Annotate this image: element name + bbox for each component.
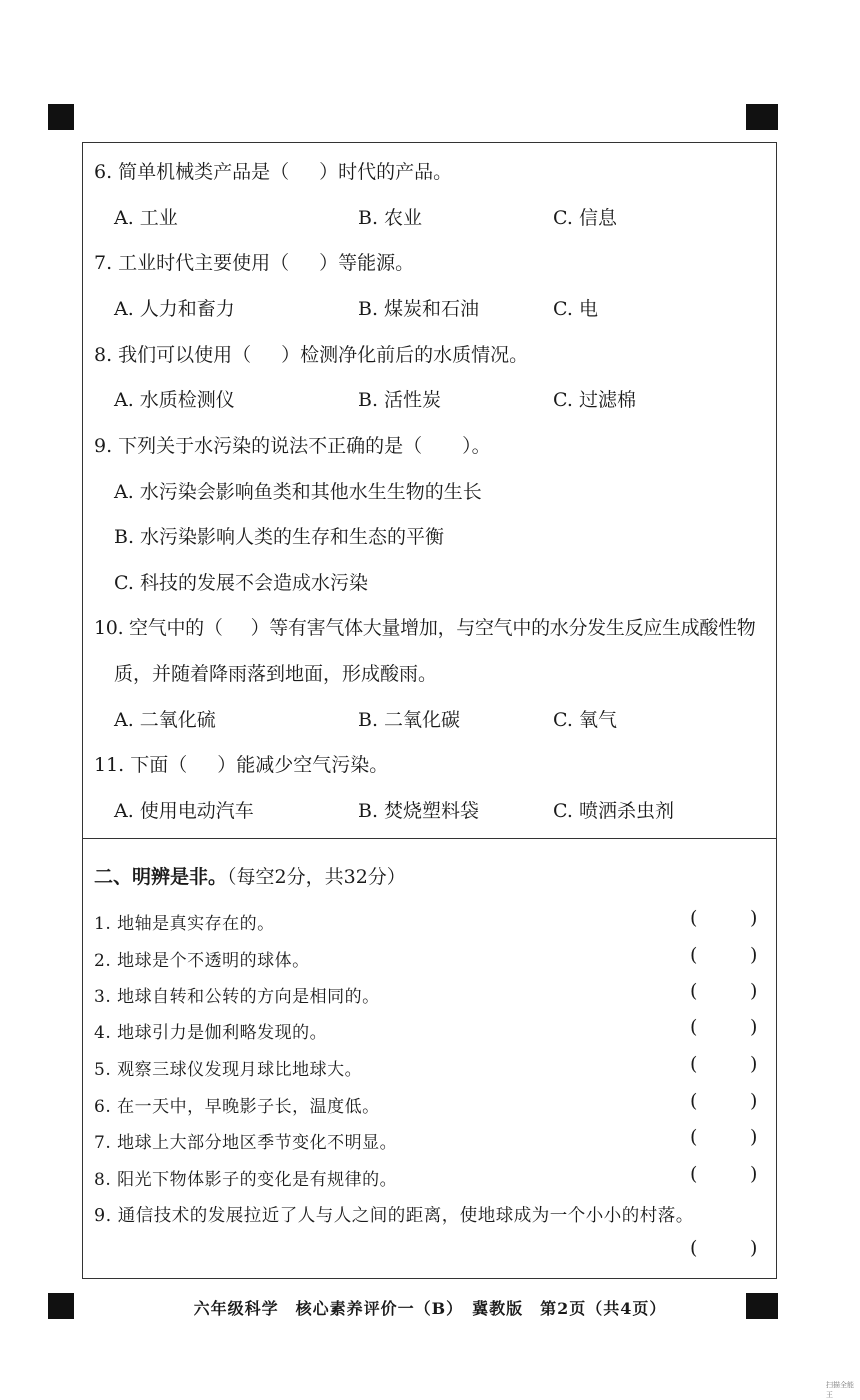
option-a: A. 人力和畜力 [114,298,235,320]
option-c: C. 电 [553,298,598,320]
option-b: B. 煤炭和石油 [358,298,480,320]
judge-item-5: 5. 观察三球仪发现月球比地球大。 [94,1060,363,1080]
option-b: B. 焚烧塑料袋 [358,800,480,822]
option-c: C. 喷洒杀虫剂 [553,800,674,822]
judge-item-4: 4. 地球引力是伽利略发现的。 [94,1023,328,1043]
question-6-stem: 6. 简单机械类产品是（ ）时代的产品。 [94,161,453,183]
option-b: B. 农业 [358,207,423,229]
judge-item-6: 6. 在一天中，早晚影子长，温度低。 [94,1097,380,1117]
option-a: A. 二氧化硫 [114,709,216,731]
judge-item-7: 7. 地球上大部分地区季节变化不明显。 [94,1133,398,1153]
registration-mark-top-right [746,104,778,130]
question-11-stem: 11. 下面（ ）能减少空气污染。 [94,754,389,776]
page-footer: 六年级科学 核心素养评价一（B） 冀教版 第2页（共4页） [193,1299,667,1318]
option-a: A. 使用电动汽车 [114,800,254,822]
question-10-stem-continued: 质，并随着降雨落到地面，形成酸雨。 [114,663,438,685]
option-c: C. 信息 [553,207,617,229]
judge-item-9: 9. 通信技术的发展拉近了人与人之间的距离，使地球成为一个小小的村落。 [94,1206,694,1226]
scanner-watermark: 扫描全能王 [826,1381,854,1399]
question-7-stem: 7. 工业时代主要使用（ ）等能源。 [94,252,415,274]
option-a: A. 水质检测仪 [114,389,235,411]
question-9-option-a: A. 水污染会影响鱼类和其他水生生物的生长 [114,481,482,503]
question-9-stem: 9. 下列关于水污染的说法不正确的是（ ）。 [94,435,491,457]
registration-mark-top-left [48,104,74,130]
option-b: B. 二氧化碳 [358,709,461,731]
option-c: C. 过滤棉 [553,389,636,411]
judge-section-heading: 二、明辨是非。（每空2分，共32分） [94,866,406,888]
judge-item-2: 2. 地球是个不透明的球体。 [94,951,310,971]
judge-item-1: 1. 地轴是真实存在的。 [94,914,275,934]
question-9-option-b: B. 水污染影响人类的生存和生态的平衡 [114,526,445,548]
judge-item-3: 3. 地球自转和公转的方向是相同的。 [94,987,380,1007]
option-b: B. 活性炭 [358,389,442,411]
question-10-stem: 10. 空气中的（ ）等有害气体大量增加，与空气中的水分发生反应生成酸性物 [94,617,756,639]
option-a: A. 工业 [114,207,178,229]
option-c: C. 氧气 [553,709,617,731]
judge-item-8: 8. 阳光下物体影子的变化是有规律的。 [94,1170,398,1190]
question-8-stem: 8. 我们可以使用（ ）检测净化前后的水质情况。 [94,344,529,366]
question-9-option-c: C. 科技的发展不会造成水污染 [114,572,368,594]
section-divider [82,838,777,839]
